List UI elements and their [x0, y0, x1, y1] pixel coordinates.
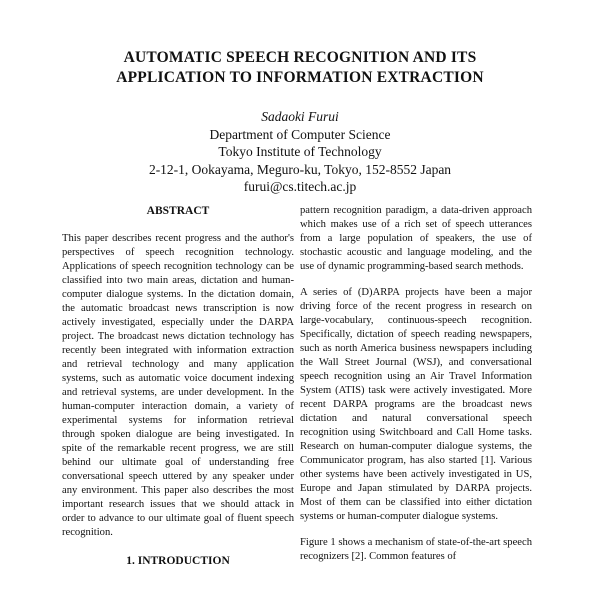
right-column	[300, 204, 532, 576]
intro-paragraph-1: pattern recognition paradigm, a data-driven approach which makes use of a rich set of speech utterances from a large population of speakers, the use of stochastic acoustic and language modeling, and the use of dynamic programming-based search methods.	[300, 205, 532, 272]
author-department: Department of Computer Science	[209, 126, 391, 142]
intro-paragraph-2: A series of (D)ARPA projects have been a major driving force of the recent progress in research on large-vocabulary, continuous-speech recognition. Specifically, dictation of speech reading newspapers, such as north America business newspapers including the Wall Street Journal (WSJ), and conversational speech recognition using an Air Travel Information System (ATIS) task were actively investigated. More recent DARPA programs are the broadcast news dictation and natural conversational speech recognition using Switchboard and Call Home tasks. Research on human-computer dialogue systems, the Communicator program, has also started [1]. Various other systems have been actively investigated in US, Europe and Japan stimulated by DARPA projects. Most of them can be classified into either dictation systems or human-computer dialogue systems.	[300, 287, 532, 522]
author-name: Sadaoki Furui	[261, 109, 339, 124]
paper-title	[60, 48, 540, 88]
introduction-heading: 1. INTRODUCTION	[126, 555, 230, 567]
author-address: 2-12-1, Ookayama, Meguro-ku, Tokyo, 152-8552 Japan	[148, 161, 452, 177]
author-institute: Tokyo Institute of Technology	[218, 144, 382, 159]
author-block	[60, 108, 540, 196]
author-email: furui@cs.titech.ac.jp	[243, 179, 357, 194]
intro-paragraph-3: Figure 1 shows a mechanism of state-of-the-art speech recognizers [2]. Common features of	[300, 537, 532, 562]
abstract-heading: ABSTRACT	[146, 205, 210, 217]
title-line-2: APPLICATION TO INFORMATION EXTRACTION	[116, 69, 484, 86]
left-column	[62, 204, 294, 578]
title-line-1: AUTOMATIC SPEECH RECOGNITION AND ITS	[123, 49, 477, 66]
abstract-paragraph: This paper describes recent progress and the author's perspectives of speech recognition technology. Applications of speech recognition technology can be classified into two main areas, dictation and human-computer dialogue systems. In the dictation domain, the automatic broadcast news transcription is now actively investigated, especially under the DARPA project. The broadcast news dictation technology has recently been integrated with information extraction and retrieval technology and many application systems, such as automatic voice document indexing and retrieval systems, are under development. In the human-computer interaction domain, a variety of experimental systems for information retrieval through spoken dialogue are being investigated. In spite of the remarkable recent progress, we are still behind our ultimate goal of understanding free conversational speech uttered by any speaker under any environment. This paper also describes the most important research issues that we should attack in order to advance to our ultimate goal of fluent speech recognition.	[62, 233, 294, 538]
